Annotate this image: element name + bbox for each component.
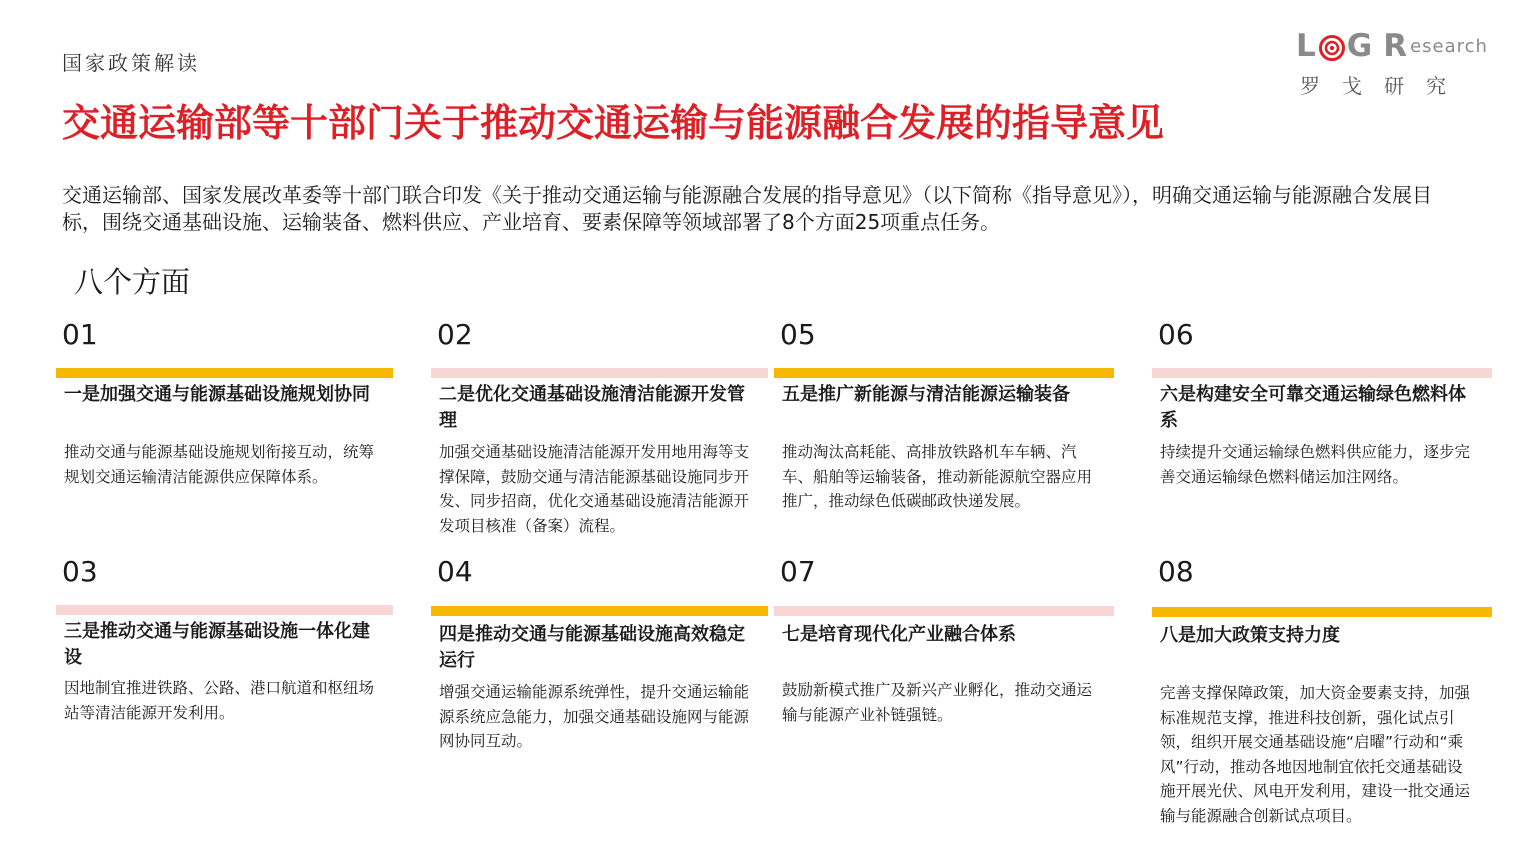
card-accent-bar	[56, 605, 393, 615]
target-icon	[1319, 33, 1345, 59]
logo-chinese: 罗戈研究	[1300, 74, 1468, 98]
card-heading: 五是推广新能源与清洁能源运输装备	[782, 384, 1070, 405]
card-accent-bar	[431, 368, 768, 378]
card-heading: 二是优化交通基础设施清洁能源开发管理	[439, 384, 745, 431]
card-accent-bar	[1152, 607, 1492, 617]
card-number: 07	[780, 555, 816, 588]
card-heading: 六是构建安全可靠交通运输绿色燃料体系	[1160, 384, 1466, 431]
card-heading: 七是培育现代化产业融合体系	[782, 624, 1016, 645]
card-body: 完善支撑保障政策，加大资金要素支持，加强标准规范支撑，推进科技创新，强化试点引领，组织开展交通基础设施“启曜”行动和“乘风”行动，推动各地因地制宜依托交通基础设施开展光伏、风电开发利用，建设一批交通运输与能源融合创新试点项目。	[1160, 684, 1471, 825]
logo-sub: esearch	[1410, 35, 1488, 57]
intro-paragraph: 交通运输部、国家发展改革委等十部门联合印发《关于推动交通运输与能源融合发展的指导意见》（以下简称《指导意见》），明确交通运输与能源融合发展目标，围绕交通基础设施、运输装备、燃料供应、产业培育、要素保障等领域部署了8个方面25项重点任务。	[62, 183, 1432, 234]
card-number: 02	[437, 318, 473, 351]
card-heading: 三是推动交通与能源基础设施一体化建设	[64, 621, 370, 668]
card-number: 05	[780, 318, 816, 351]
card-body: 增强交通运输能源系统弹性，提升交通运输能源系统应急能力，加强交通基础设施网与能源网协同互动。	[439, 683, 750, 750]
card-number: 03	[62, 555, 98, 588]
card-body: 因地制宜推进铁路、公路、港口航道和枢纽场站等清洁能源开发利用。	[64, 679, 375, 722]
section-subhead: 八个方面	[74, 265, 191, 299]
logo-letter-g: G	[1346, 28, 1374, 64]
card-accent-bar	[774, 368, 1114, 378]
logo-letter-l: L	[1296, 28, 1317, 64]
card-number: 01	[62, 318, 98, 351]
card-accent-bar	[774, 606, 1114, 616]
card-heading: 一是加强交通与能源基础设施规划协同	[64, 384, 370, 405]
card-body: 推动交通与能源基础设施规划衔接互动，统筹规划交通运输清洁能源供应保障体系。	[64, 443, 375, 486]
card-accent-bar	[1152, 368, 1492, 378]
logo-letter-r: R	[1383, 28, 1409, 64]
card-body: 推动淘汰高耗能、高排放铁路机车车辆、汽车、船舶等运输装备，推动新能源航空器应用推广，推动绿色低碳邮政快递发展。	[782, 443, 1093, 510]
logo-wordmark	[1296, 28, 1488, 64]
page-title: 交通运输部等十部门关于推动交通运输与能源融合发展的指导意见	[62, 101, 1165, 145]
card-accent-bar	[431, 606, 768, 616]
card-number: 06	[1158, 318, 1194, 351]
card-heading: 八是加大政策支持力度	[1160, 625, 1340, 646]
card-heading: 四是推动交通与能源基础设施高效稳定运行	[439, 624, 745, 671]
card-accent-bar	[56, 368, 393, 378]
card-body: 加强交通基础设施清洁能源开发用地用海等支撑保障，鼓励交通与清洁能源基础设施同步开发、同步招商，优化交通基础设施清洁能源开发项目核准（备案）流程。	[439, 443, 750, 535]
card-body: 持续提升交通运输绿色燃料供应能力，逐步完善交通运输绿色燃料储运加注网络。	[1160, 443, 1471, 486]
logo	[1296, 28, 1496, 98]
card-number: 04	[437, 555, 473, 588]
card-body: 鼓励新模式推广及新兴产业孵化，推动交通运输与能源产业补链强链。	[782, 681, 1093, 724]
card-number: 08	[1158, 555, 1194, 588]
section-label: 国家政策解读	[62, 51, 200, 75]
